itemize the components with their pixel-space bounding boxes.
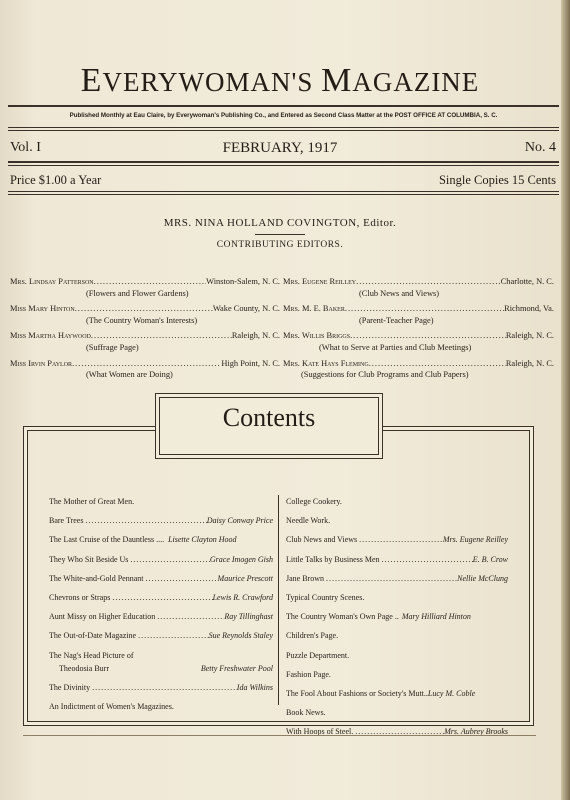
editor-entry: Mrs. M. E. Baker ..... Richmond, Va. (Parent-Teacher Page): [283, 303, 554, 326]
toc-entry: Fashion Page.: [286, 669, 331, 679]
editor-entry: Mrs. Willis Briggs ..... Raleigh, N. C. (What to Serve at Parties and Club Meetings): [283, 330, 554, 353]
publication-note: Published Monthly at Eau Claire, by Everywoman's Publishing Co., and Entered as Second Class Matter at the POST OFFICE AT COLUMBIA, S. C.: [69, 112, 498, 119]
toc-entry: An Indictment of Women's Magazines.: [49, 701, 174, 711]
book-binding-edge: [561, 0, 570, 800]
masthead-word-1: VERYWOMAN'S: [102, 67, 322, 97]
toc-entry: With Hoops of Steel. ..... Mrs. Aubrey Brooks: [286, 727, 508, 746]
editor-entry: Mrs. Lindsay Patterson ..... Winston-Salem, N. C. (Flowers and Flower Gardens): [10, 276, 280, 299]
short-rule: [255, 234, 305, 235]
contributing-editors-heading: CONTRIBUTING EDITORS.: [216, 240, 344, 250]
editor-credit: MRS. NINA HOLLAND COVINGTON, Editor.: [163, 217, 397, 229]
contributing-editors-right: [283, 276, 554, 385]
masthead-initial-e: E: [80, 62, 103, 99]
contents-list-left: [49, 497, 273, 721]
contributing-editors-left: [10, 276, 280, 385]
toc-entry: The Nag's Head Picture of Theodosia Burr Betty Freshwater Pool: [49, 650, 273, 673]
toc-entry: Chevrons or Straps ..... Lewis R. Crawford: [49, 593, 273, 612]
masthead-word-2: AGAZINE: [352, 67, 480, 97]
divider: [8, 194, 559, 195]
toc-entry: Bare Trees ..... Daisy Conway Price: [49, 516, 273, 535]
toc-entry: Puzzle Department.: [286, 650, 350, 660]
editor-entry: Miss Mary Hinton ..... Wake County, N. C. (The Country Woman's Interests): [10, 303, 280, 326]
toc-entry: Needle Work.: [286, 516, 331, 526]
volume-label: Vol. I: [10, 140, 41, 155]
divider: [8, 130, 559, 131]
single-copy-price: Single Copies 15 Cents: [438, 173, 556, 187]
toc-entry: The Fool About Fashions or Society's Mutt.. Lucy M. Coble: [286, 688, 476, 698]
toc-entry: Book News.: [286, 708, 326, 718]
bottom-edge-rule: [23, 735, 536, 736]
toc-entry: The Last Cruise of the Dauntless .... Lisette Clayton Hood: [49, 535, 237, 545]
toc-entry: Typical Country Scenes.: [286, 592, 365, 602]
divider: [8, 161, 559, 163]
contents-list-right: [286, 497, 508, 746]
toc-entry: Aunt Missy on Higher Education ..... Ray Tillinghast: [49, 612, 273, 631]
divider: [8, 165, 559, 166]
toc-entry: The Mother of Great Men.: [49, 497, 135, 506]
masthead-initial-m: M: [321, 62, 353, 99]
toc-entry: Little Talks by Business Men ..... E. B. Crow: [286, 555, 508, 574]
subscription-price: Price $1.00 a Year: [10, 173, 102, 187]
toc-entry: The Divinity ..... Ida Wilkins: [49, 683, 273, 702]
editor-entry: Mrs. Eugene Reilley ..... Charlotte, N. C. (Club News and Views): [283, 276, 554, 299]
issue-number: No. 4: [524, 140, 556, 155]
issue-date: FEBRUARY, 1917: [222, 140, 338, 156]
toc-entry: The White-and-Gold Pennant ..... Maurice Prescott: [49, 574, 273, 593]
toc-entry: They Who Sit Beside Us ..... Grace Imogen Gish: [49, 555, 273, 574]
toc-entry: The Out-of-Date Magazine ..... Sue Reynolds Staley: [49, 631, 273, 650]
editor-entry: Miss Martha Haywood ..... Raleigh, N. C. (Suffrage Page): [10, 330, 280, 353]
toc-entry: College Cookery.: [286, 497, 342, 506]
column-divider: [278, 495, 279, 705]
toc-entry: The Country Woman's Own Page .. Mary Hilliard Hinton: [286, 612, 471, 622]
divider: [8, 127, 559, 128]
editor-entry: Miss Irvin Paylor ..... High Point, N. C. (What Women are Doing): [10, 358, 280, 381]
masthead-rule: [8, 105, 559, 107]
masthead-title: [0, 62, 560, 100]
toc-entry: Club News and Views ..... Mrs. Eugene Reilley: [286, 535, 508, 554]
toc-entry: Children's Page.: [286, 631, 339, 641]
contents-title: Contents: [222, 403, 316, 432]
divider: [8, 191, 559, 192]
toc-entry: Jane Brown ..... Nellie McClung: [286, 574, 508, 593]
editor-entry: Mrs. Kate Hays Fleming ..... Raleigh, N. C. (Suggestions for Club Programs and Club Papers): [283, 358, 554, 381]
